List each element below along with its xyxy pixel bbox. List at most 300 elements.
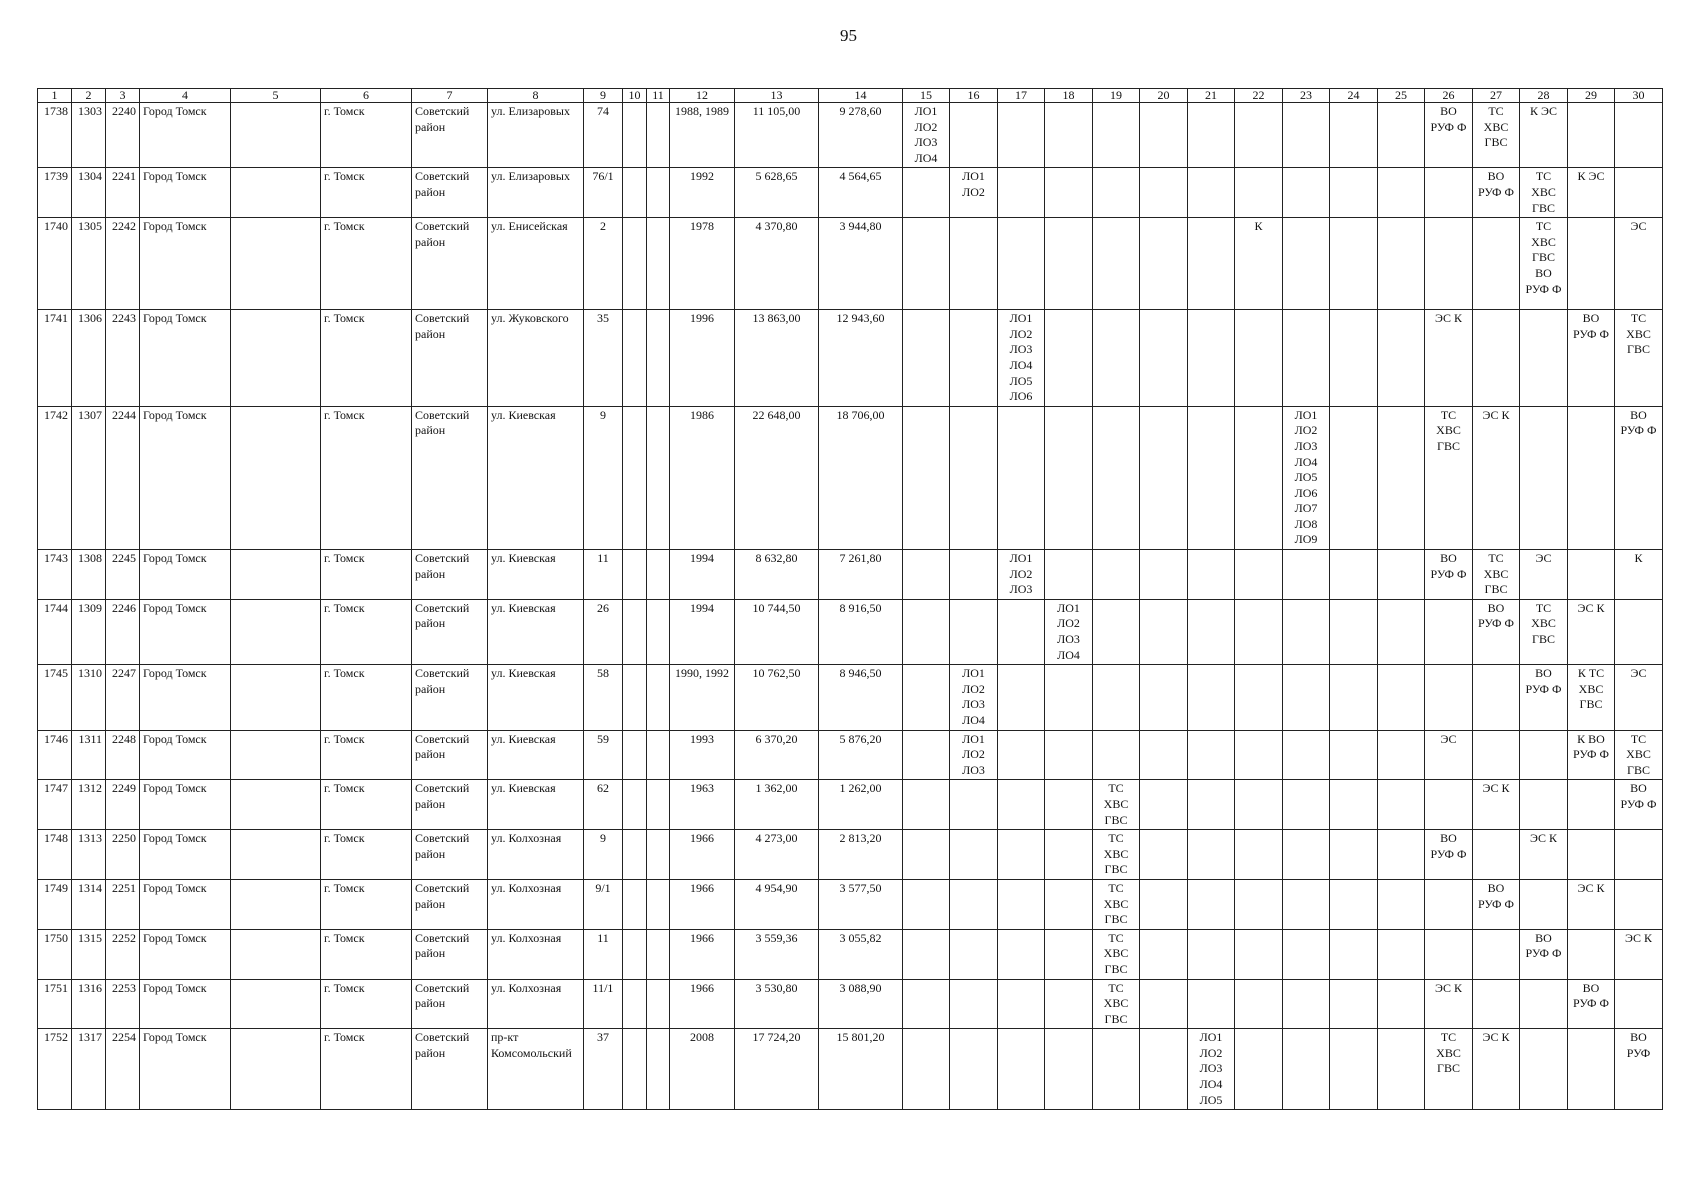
table-cell: 2254: [106, 1029, 140, 1110]
table-cell: К ЭС: [1520, 103, 1568, 168]
table-cell: 1305: [72, 218, 106, 310]
table-cell: ТС ХВС ГВС: [1473, 103, 1520, 168]
table-cell: 1992: [670, 168, 735, 218]
table-cell: Советский район: [412, 730, 488, 780]
table-body: [38, 103, 1663, 1110]
table-cell: [647, 665, 670, 730]
table-cell: 2245: [106, 550, 140, 600]
table-row: [38, 879, 1663, 929]
column-header: 3: [106, 89, 140, 103]
column-header: 7: [412, 89, 488, 103]
table-cell: [903, 730, 950, 780]
table-cell: ЭС К: [1425, 310, 1473, 407]
table-cell: г. Томск: [321, 168, 412, 218]
table-cell: 13 863,00: [735, 310, 819, 407]
table-cell: [950, 218, 998, 310]
table-cell: 2244: [106, 406, 140, 549]
table-cell: [1093, 550, 1140, 600]
table-cell: [1140, 665, 1188, 730]
table-cell: г. Томск: [321, 780, 412, 830]
table-cell: ул. Енисейская: [488, 218, 584, 310]
table-cell: ТС ХВС ГВС: [1093, 879, 1140, 929]
table-cell: [1045, 730, 1093, 780]
table-cell: Советский район: [412, 599, 488, 664]
column-header: 27: [1473, 89, 1520, 103]
table-cell: 58: [584, 665, 623, 730]
table-cell: [1520, 1029, 1568, 1110]
table-cell: [1235, 310, 1283, 407]
column-header: 22: [1235, 89, 1283, 103]
table-cell: 1312: [72, 780, 106, 830]
table-cell: 8 632,80: [735, 550, 819, 600]
table-cell: [998, 929, 1045, 979]
table-cell: [1615, 830, 1663, 880]
table-cell: [1283, 168, 1330, 218]
table-cell: [1140, 830, 1188, 880]
table-cell: [1378, 218, 1425, 310]
table-cell: [623, 665, 647, 730]
table-cell: [1330, 218, 1378, 310]
table-cell: 9: [584, 830, 623, 880]
table-cell: ТС ХВС ГВС: [1615, 730, 1663, 780]
table-cell: 1316: [72, 979, 106, 1029]
table-cell: 9: [584, 406, 623, 549]
table-cell: 1740: [38, 218, 72, 310]
table-cell: г. Томск: [321, 879, 412, 929]
column-header: 2: [72, 89, 106, 103]
table-cell: 2250: [106, 830, 140, 880]
table-cell: [1473, 830, 1520, 880]
column-header: 13: [735, 89, 819, 103]
table-cell: [1615, 979, 1663, 1029]
table-cell: [950, 929, 998, 979]
table-cell: ЛО1 ЛО2: [950, 168, 998, 218]
table-cell: [623, 550, 647, 600]
column-header: 21: [1188, 89, 1235, 103]
table-cell: [647, 1029, 670, 1110]
table-cell: Город Томск: [140, 830, 231, 880]
table-cell: [1188, 103, 1235, 168]
table-cell: Советский район: [412, 879, 488, 929]
table-cell: Советский район: [412, 830, 488, 880]
table-cell: г. Томск: [321, 929, 412, 979]
table-cell: ТС ХВС ГВС: [1425, 1029, 1473, 1110]
table-cell: г. Томск: [321, 406, 412, 549]
table-cell: ЛО1 ЛО2 ЛО3 ЛО4 ЛО5 ЛО6 ЛО7 ЛО8 ЛО9: [1283, 406, 1330, 549]
table-cell: [1330, 406, 1378, 549]
table-cell: Советский район: [412, 929, 488, 979]
table-cell: 1314: [72, 879, 106, 929]
table-cell: 1751: [38, 979, 72, 1029]
table-cell: [647, 218, 670, 310]
table-cell: [950, 406, 998, 549]
table-cell: [1188, 830, 1235, 880]
table-cell: [647, 550, 670, 600]
table-cell: 2243: [106, 310, 140, 407]
table-cell: [903, 879, 950, 929]
table-cell: [1283, 879, 1330, 929]
table-cell: Советский район: [412, 665, 488, 730]
table-cell: [998, 168, 1045, 218]
table-cell: [1188, 406, 1235, 549]
table-cell: [1378, 550, 1425, 600]
table-cell: Город Томск: [140, 168, 231, 218]
table-cell: Город Томск: [140, 1029, 231, 1110]
table-cell: [647, 979, 670, 1029]
table-cell: [1473, 979, 1520, 1029]
table-cell: [1045, 550, 1093, 600]
table-cell: [1140, 406, 1188, 549]
table-cell: 26: [584, 599, 623, 664]
table-cell: 2: [584, 218, 623, 310]
table-cell: [231, 550, 321, 600]
table-cell: [950, 879, 998, 929]
table-cell: 1311: [72, 730, 106, 780]
table-cell: Советский район: [412, 550, 488, 600]
table-cell: 3 559,36: [735, 929, 819, 979]
table-cell: [1188, 599, 1235, 664]
table-cell: [903, 979, 950, 1029]
table-cell: [231, 830, 321, 880]
table-cell: [647, 730, 670, 780]
table-row: [38, 730, 1663, 780]
table-cell: 11: [584, 929, 623, 979]
table-cell: 1747: [38, 780, 72, 830]
table-cell: Советский район: [412, 406, 488, 549]
column-header: 28: [1520, 89, 1568, 103]
table-cell: [1235, 879, 1283, 929]
table-cell: ЭС: [1425, 730, 1473, 780]
table-cell: ЛО1 ЛО2 ЛО3 ЛО4: [1045, 599, 1093, 664]
table-cell: [903, 406, 950, 549]
table-cell: 2248: [106, 730, 140, 780]
column-header: 29: [1568, 89, 1615, 103]
table-cell: Город Томск: [140, 599, 231, 664]
table-cell: Город Томск: [140, 310, 231, 407]
table-cell: [1188, 550, 1235, 600]
table-cell: [903, 665, 950, 730]
table-row: [38, 830, 1663, 880]
table-cell: [1283, 665, 1330, 730]
table-cell: [1235, 168, 1283, 218]
table-cell: [903, 310, 950, 407]
table-row: [38, 780, 1663, 830]
table-cell: [1093, 599, 1140, 664]
table-cell: 1966: [670, 879, 735, 929]
header-row: [38, 89, 1663, 103]
table-row: [38, 310, 1663, 407]
column-header: 20: [1140, 89, 1188, 103]
table-cell: [623, 1029, 647, 1110]
table-cell: ВО РУФ Ф: [1473, 168, 1520, 218]
table-cell: ЛО1 ЛО2 ЛО3 ЛО4: [903, 103, 950, 168]
table-cell: [1283, 730, 1330, 780]
table-cell: [1378, 599, 1425, 664]
table-cell: [1330, 310, 1378, 407]
table-cell: [1283, 103, 1330, 168]
table-cell: 9/1: [584, 879, 623, 929]
table-cell: [1045, 830, 1093, 880]
table-cell: [903, 168, 950, 218]
column-header: 17: [998, 89, 1045, 103]
table-cell: [1378, 979, 1425, 1029]
table-cell: [1140, 879, 1188, 929]
table-cell: [950, 979, 998, 1029]
table-cell: [1235, 730, 1283, 780]
table-cell: [1188, 929, 1235, 979]
table-cell: 1317: [72, 1029, 106, 1110]
table-cell: [647, 830, 670, 880]
table-cell: г. Томск: [321, 1029, 412, 1110]
table-cell: 2249: [106, 780, 140, 830]
table-cell: ВО РУФ Ф: [1473, 879, 1520, 929]
table-cell: 18 706,00: [819, 406, 903, 549]
table-cell: г. Томск: [321, 550, 412, 600]
table-cell: 9 278,60: [819, 103, 903, 168]
table-cell: К ТС ХВС ГВС: [1568, 665, 1615, 730]
column-header: 1: [38, 89, 72, 103]
table-cell: 1304: [72, 168, 106, 218]
table-cell: [998, 979, 1045, 1029]
table-cell: 3 055,82: [819, 929, 903, 979]
table-cell: ВО РУФ Ф: [1615, 780, 1663, 830]
table-cell: Город Томск: [140, 780, 231, 830]
table-cell: 1313: [72, 830, 106, 880]
table-cell: ул. Елизаровых: [488, 168, 584, 218]
table-cell: [1045, 406, 1093, 549]
table-cell: [1520, 979, 1568, 1029]
table-cell: 1306: [72, 310, 106, 407]
table-cell: [1520, 780, 1568, 830]
table-cell: [1140, 168, 1188, 218]
table-cell: [647, 780, 670, 830]
table-cell: К ВО РУФ Ф: [1568, 730, 1615, 780]
table-cell: ЭС К: [1425, 979, 1473, 1029]
table-cell: [623, 879, 647, 929]
table-cell: [1093, 218, 1140, 310]
table-cell: [998, 830, 1045, 880]
table-cell: [231, 168, 321, 218]
table-cell: [1615, 879, 1663, 929]
table-cell: [950, 780, 998, 830]
table-cell: 2246: [106, 599, 140, 664]
table-cell: [647, 406, 670, 549]
table-cell: [1568, 1029, 1615, 1110]
table-cell: 2240: [106, 103, 140, 168]
table-cell: ул. Киевская: [488, 550, 584, 600]
table-cell: [1235, 929, 1283, 979]
table-cell: ВО РУФ Ф: [1520, 929, 1568, 979]
table-cell: 4 954,90: [735, 879, 819, 929]
table-cell: [1615, 103, 1663, 168]
table-cell: [998, 879, 1045, 929]
table-cell: 37: [584, 1029, 623, 1110]
table-cell: 1750: [38, 929, 72, 979]
table-cell: ул. Колхозная: [488, 879, 584, 929]
table-cell: 4 564,65: [819, 168, 903, 218]
table-cell: [231, 103, 321, 168]
table-cell: 74: [584, 103, 623, 168]
column-header: 9: [584, 89, 623, 103]
table-cell: [1378, 730, 1425, 780]
table-cell: 4 370,80: [735, 218, 819, 310]
table-cell: ЭС К: [1473, 780, 1520, 830]
table-cell: 1966: [670, 929, 735, 979]
table-cell: [623, 168, 647, 218]
table-cell: ЛО1 ЛО2 ЛО3 ЛО4: [950, 665, 998, 730]
column-header: 19: [1093, 89, 1140, 103]
table-cell: ВО РУФ Ф: [1615, 406, 1663, 549]
table-cell: [1188, 879, 1235, 929]
table-cell: [1330, 780, 1378, 830]
table-cell: ЛО1 ЛО2 ЛО3: [998, 550, 1045, 600]
table-cell: 76/1: [584, 168, 623, 218]
table-cell: ЭС К: [1473, 1029, 1520, 1110]
table-cell: 8 916,50: [819, 599, 903, 664]
housing-registry-table: [37, 88, 1663, 1110]
table-cell: 1308: [72, 550, 106, 600]
table-cell: [1140, 218, 1188, 310]
table-cell: ВО РУФ Ф: [1568, 310, 1615, 407]
table-cell: [1093, 168, 1140, 218]
table-cell: ул. Киевская: [488, 730, 584, 780]
table-cell: [1140, 550, 1188, 600]
table-cell: [903, 1029, 950, 1110]
table-cell: [231, 979, 321, 1029]
table-cell: Город Томск: [140, 879, 231, 929]
table-row: [38, 979, 1663, 1029]
table-cell: [903, 550, 950, 600]
table-cell: 1309: [72, 599, 106, 664]
table-cell: 1745: [38, 665, 72, 730]
table-cell: [1188, 780, 1235, 830]
table-cell: 1739: [38, 168, 72, 218]
table-cell: 6 370,20: [735, 730, 819, 780]
table-cell: 35: [584, 310, 623, 407]
table-cell: 1988, 1989: [670, 103, 735, 168]
table-row: [38, 1029, 1663, 1110]
table-cell: [1425, 780, 1473, 830]
table-cell: К: [1235, 218, 1283, 310]
table-cell: [231, 730, 321, 780]
column-header: 24: [1330, 89, 1378, 103]
table-cell: 2 813,20: [819, 830, 903, 880]
table-cell: ул. Колхозная: [488, 979, 584, 1029]
table-cell: [1330, 168, 1378, 218]
table-cell: ЭС К: [1615, 929, 1663, 979]
table-cell: [647, 599, 670, 664]
table-cell: [1188, 310, 1235, 407]
table-cell: [998, 780, 1045, 830]
table-cell: [1045, 1029, 1093, 1110]
table-cell: ул. Киевская: [488, 406, 584, 549]
table-cell: 3 530,80: [735, 979, 819, 1029]
column-header: 6: [321, 89, 412, 103]
table-cell: [623, 218, 647, 310]
table-cell: 17 724,20: [735, 1029, 819, 1110]
table-cell: г. Томск: [321, 730, 412, 780]
table-cell: [647, 879, 670, 929]
table-cell: 1966: [670, 979, 735, 1029]
table-cell: ул. Колхозная: [488, 830, 584, 880]
column-header: 5: [231, 89, 321, 103]
table-cell: ВО РУФ Ф: [1520, 665, 1568, 730]
table-cell: [1045, 665, 1093, 730]
table-row: [38, 550, 1663, 600]
column-header: 8: [488, 89, 584, 103]
table-cell: 2252: [106, 929, 140, 979]
table-cell: [1188, 218, 1235, 310]
table-cell: [950, 550, 998, 600]
table-cell: [950, 310, 998, 407]
table-cell: ТС ХВС ГВС: [1093, 830, 1140, 880]
table-cell: Советский район: [412, 1029, 488, 1110]
table-cell: Город Томск: [140, 979, 231, 1029]
table-cell: [1568, 830, 1615, 880]
table-cell: 8 946,50: [819, 665, 903, 730]
table-cell: [950, 1029, 998, 1110]
table-cell: [998, 730, 1045, 780]
table-cell: [231, 599, 321, 664]
table-cell: 5 628,65: [735, 168, 819, 218]
table-cell: 1996: [670, 310, 735, 407]
table-row: [38, 406, 1663, 549]
table-cell: [1140, 780, 1188, 830]
table-cell: Город Томск: [140, 730, 231, 780]
table-cell: [1378, 665, 1425, 730]
table-cell: [1425, 599, 1473, 664]
table-cell: ул. Киевская: [488, 665, 584, 730]
table-cell: [1520, 730, 1568, 780]
table-cell: ЭС: [1615, 665, 1663, 730]
table-cell: 1994: [670, 599, 735, 664]
table-cell: [1330, 929, 1378, 979]
table-row: [38, 168, 1663, 218]
table-cell: г. Томск: [321, 310, 412, 407]
table-cell: ТС ХВС ГВС ВО РУФ Ф: [1520, 218, 1568, 310]
table-cell: [1520, 310, 1568, 407]
table-cell: ТС ХВС ГВС: [1093, 979, 1140, 1029]
table-cell: [1330, 599, 1378, 664]
table-cell: [903, 830, 950, 880]
table-cell: 10 762,50: [735, 665, 819, 730]
table-cell: [623, 310, 647, 407]
table-cell: 62: [584, 780, 623, 830]
table-cell: 1978: [670, 218, 735, 310]
table-cell: 1966: [670, 830, 735, 880]
table-cell: Город Томск: [140, 406, 231, 549]
table-cell: ТС ХВС ГВС: [1520, 168, 1568, 218]
table-cell: [1283, 830, 1330, 880]
table-cell: [1093, 665, 1140, 730]
table-cell: ЭС: [1615, 218, 1663, 310]
table-cell: ВО РУФ Ф: [1425, 550, 1473, 600]
table-cell: [1425, 168, 1473, 218]
table-header: [38, 89, 1663, 103]
column-header: 15: [903, 89, 950, 103]
table-cell: [231, 1029, 321, 1110]
table-cell: [1093, 1029, 1140, 1110]
table-cell: [1045, 310, 1093, 407]
table-cell: 1963: [670, 780, 735, 830]
table-cell: пр-кт Комсомольский: [488, 1029, 584, 1110]
table-cell: 1742: [38, 406, 72, 549]
table-row: [38, 665, 1663, 730]
table-cell: [1093, 406, 1140, 549]
table-cell: [1568, 780, 1615, 830]
table-cell: [1235, 103, 1283, 168]
table-cell: [1378, 310, 1425, 407]
